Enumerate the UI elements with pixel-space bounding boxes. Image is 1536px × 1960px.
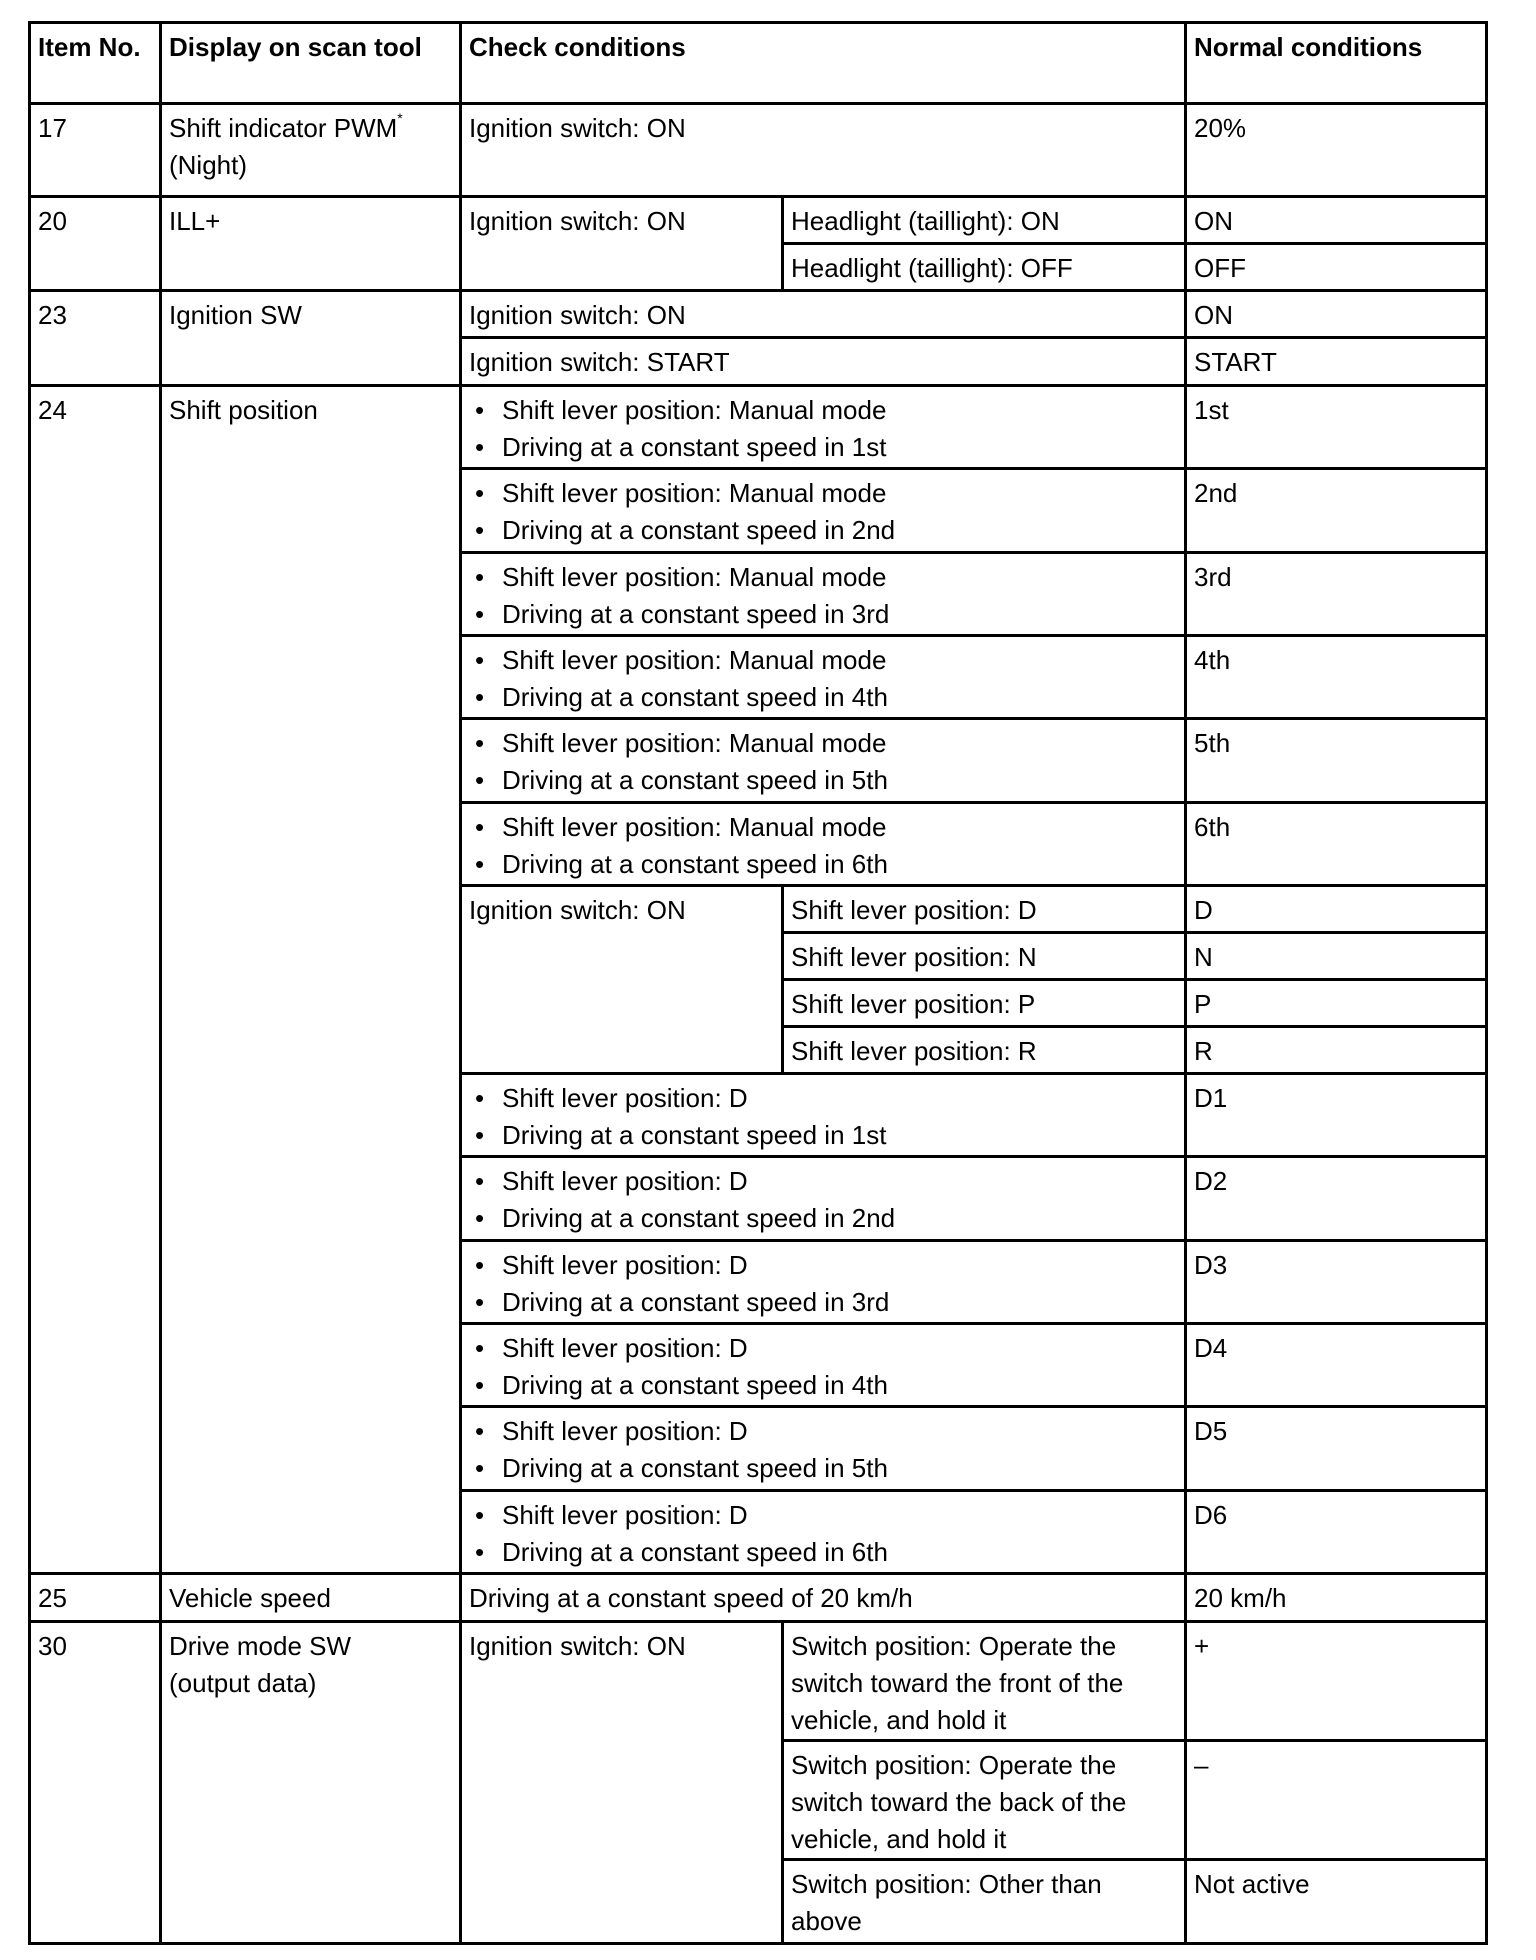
normal-cell: 6th (1186, 803, 1487, 886)
table-row (30, 197, 1487, 244)
normal-cell: ON (1186, 197, 1487, 244)
bullet-item: • Driving at a constant speed in 3rd (469, 1284, 1176, 1321)
check-cell (461, 1407, 1186, 1491)
check-cell (461, 1074, 1186, 1157)
normal-cell: D3 (1186, 1241, 1487, 1324)
normal-cell: D1 (1186, 1074, 1487, 1157)
normal-cell: N (1186, 933, 1487, 980)
check-cell: Driving at a constant speed of 20 km/h (461, 1574, 1186, 1622)
normal-cell: 5th (1186, 719, 1487, 803)
bullet-item: • Driving at a constant speed in 6th (469, 846, 1176, 883)
display-cell: Vehicle speed (161, 1574, 461, 1622)
normal-cell: D2 (1186, 1157, 1487, 1241)
data-list-table (28, 21, 1488, 1945)
bullet-list (469, 1247, 1176, 1321)
sub-condition-cell: Shift lever position: R (783, 1027, 1186, 1074)
header-normal (1186, 23, 1487, 104)
item-no-cell: 24 (30, 386, 161, 1574)
bullet-item: • Shift lever position: Manual mode (469, 642, 1176, 679)
bullet-list (469, 1497, 1176, 1571)
bullet-list (469, 1413, 1176, 1487)
normal-cell: 4th (1186, 636, 1487, 719)
check-cell (461, 636, 1186, 719)
bullet-item: • Driving at a constant speed in 3rd (469, 596, 1176, 633)
bullet-list (469, 1080, 1176, 1154)
check-cell (461, 553, 1186, 636)
bullet-item: • Driving at a constant speed in 1st (469, 429, 1176, 466)
normal-cell: 1st (1186, 386, 1487, 469)
bullet-item: • Driving at a constant speed in 5th (469, 1450, 1176, 1487)
bullet-list (469, 392, 1176, 466)
check-cell (461, 1241, 1186, 1324)
bullet-item: • Driving at a constant speed in 2nd (469, 512, 1176, 549)
check-cell: Ignition switch: ON (461, 291, 1186, 338)
bullet-item: • Shift lever position: Manual mode (469, 392, 1176, 429)
display-cell (161, 1622, 461, 1944)
normal-cell: D6 (1186, 1491, 1487, 1574)
check-cell: Ignition switch: ON (461, 104, 1186, 197)
header-row (30, 23, 1487, 104)
check-cell (461, 1491, 1186, 1574)
bullet-list (469, 1330, 1176, 1404)
normal-cell: 3rd (1186, 553, 1487, 636)
check-cell: Ignition switch: START (461, 338, 1186, 386)
display-text-line2: (output data) (169, 1668, 317, 1698)
normal-cell: 20% (1186, 104, 1487, 197)
display-cell: Shift position (161, 386, 461, 1574)
normal-cell: D (1186, 886, 1487, 933)
normal-cell: R (1186, 1027, 1487, 1074)
table-row (30, 386, 1487, 469)
sub-condition-cell: Switch position: Other than above (783, 1860, 1186, 1944)
table-row (30, 1574, 1487, 1622)
bullet-list (469, 725, 1176, 799)
bullet-item: • Driving at a constant speed in 1st (469, 1117, 1176, 1154)
sub-condition-cell: Headlight (taillight): ON (783, 197, 1186, 244)
normal-cell: 2nd (1186, 469, 1487, 553)
header-item-no (30, 23, 161, 104)
check-cell: Ignition switch: ON (461, 197, 783, 291)
bullet-item: • Driving at a constant speed in 2nd (469, 1200, 1176, 1237)
item-no-cell: 20 (30, 197, 161, 291)
item-no-cell: 25 (30, 1574, 161, 1622)
normal-cell: – (1186, 1741, 1487, 1860)
bullet-list (469, 642, 1176, 716)
table-row (30, 291, 1487, 338)
normal-cell: D4 (1186, 1324, 1487, 1407)
check-cell (461, 469, 1186, 553)
sub-condition-cell: Switch position: Operate the switch toward the front of the vehicle, and hold it (783, 1622, 1186, 1741)
header-item-no-text: Item No. (38, 32, 141, 62)
check-cell: Ignition switch: ON (461, 886, 783, 1074)
check-cell (461, 719, 1186, 803)
bullet-item: • Shift lever position: D (469, 1330, 1176, 1367)
item-no-cell: 17 (30, 104, 161, 197)
sub-condition-cell: Headlight (taillight): OFF (783, 244, 1186, 291)
display-text: Shift indicator PWM (169, 113, 398, 143)
bullet-item: • Driving at a constant speed in 6th (469, 1534, 1176, 1571)
bullet-item: • Shift lever position: D (469, 1247, 1176, 1284)
sub-condition-cell: Switch position: Operate the switch toward the back of the vehicle, and hold it (783, 1741, 1186, 1860)
normal-cell: D5 (1186, 1407, 1487, 1491)
normal-cell: ON (1186, 291, 1487, 338)
bullet-item: • Shift lever position: D (469, 1497, 1176, 1534)
footnote-mark: * (397, 110, 403, 126)
check-cell (461, 1324, 1186, 1407)
bullet-list (469, 1163, 1176, 1237)
normal-cell: START (1186, 338, 1487, 386)
bullet-item: • Shift lever position: Manual mode (469, 559, 1176, 596)
bullet-list (469, 475, 1176, 549)
normal-cell: P (1186, 980, 1487, 1027)
table-row (30, 1622, 1487, 1741)
display-cell: ILL+ (161, 197, 461, 291)
normal-cell: 20 km/h (1186, 1574, 1487, 1622)
check-cell (461, 803, 1186, 886)
bullet-item: • Shift lever position: D (469, 1413, 1176, 1450)
bullet-item: • Shift lever position: Manual mode (469, 725, 1176, 762)
normal-cell: + (1186, 1622, 1487, 1741)
display-text-line2: (Night) (169, 150, 248, 180)
bullet-item: • Shift lever position: Manual mode (469, 809, 1176, 846)
sub-condition-cell: Shift lever position: D (783, 886, 1186, 933)
bullet-item: • Shift lever position: D (469, 1080, 1176, 1117)
sub-condition-cell: Shift lever position: P (783, 980, 1186, 1027)
sub-condition-cell: Shift lever position: N (783, 933, 1186, 980)
bullet-item: • Shift lever position: Manual mode (469, 475, 1176, 512)
check-cell: Ignition switch: ON (461, 1622, 783, 1944)
check-cell (461, 1157, 1186, 1241)
bullet-item: • Driving at a constant speed in 4th (469, 1367, 1176, 1404)
display-text: Drive mode SW (169, 1631, 352, 1661)
bullet-list (469, 809, 1176, 883)
header-display (161, 23, 461, 104)
display-cell (161, 104, 461, 197)
bullet-item: • Driving at a constant speed in 4th (469, 679, 1176, 716)
header-check (461, 23, 1186, 104)
item-no-cell: 23 (30, 291, 161, 386)
header-normal-text: Normal conditions (1194, 32, 1423, 62)
normal-cell: OFF (1186, 244, 1487, 291)
bullet-item: • Shift lever position: D (469, 1163, 1176, 1200)
check-cell (461, 386, 1186, 469)
normal-cell: Not active (1186, 1860, 1487, 1944)
bullet-item: • Driving at a constant speed in 5th (469, 762, 1176, 799)
header-check-text: Check conditions (469, 32, 686, 62)
header-display-text: Display on scan tool (169, 32, 422, 62)
item-no-cell: 30 (30, 1622, 161, 1944)
table-row (30, 104, 1487, 197)
bullet-list (469, 559, 1176, 633)
display-cell: Ignition SW (161, 291, 461, 386)
